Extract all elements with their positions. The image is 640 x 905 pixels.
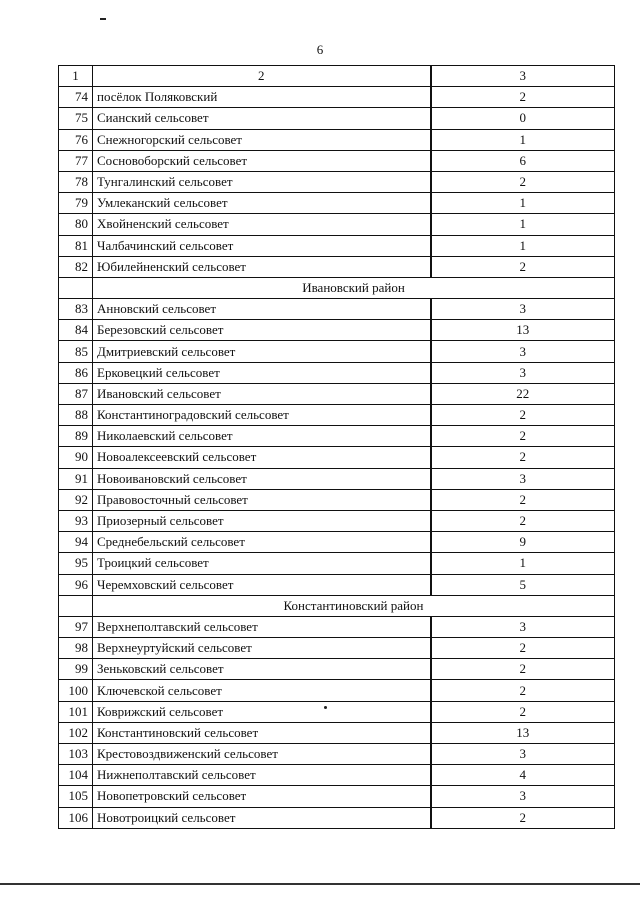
row-value: 2 [431,489,615,510]
table-row [59,765,615,786]
settlement-name: Юбилейненский сельсовет [93,256,431,277]
row-number: 84 [59,320,93,341]
row-number: 76 [59,129,93,150]
row-value: 2 [431,171,615,192]
settlement-name: Чалбачинский сельсовет [93,235,431,256]
table-row [59,722,615,743]
row-number: 98 [59,638,93,659]
header-col-3: 3 [431,66,615,87]
row-number: 81 [59,235,93,256]
table-row [59,108,615,129]
row-number: 106 [59,807,93,828]
settlement-name: Ключевской сельсовет [93,680,431,701]
table-row [59,362,615,383]
table-row [59,680,615,701]
row-number: 102 [59,722,93,743]
row-number: 79 [59,193,93,214]
settlement-name: Хвойненский сельсовет [93,214,431,235]
row-value: 3 [431,786,615,807]
row-value: 3 [431,744,615,765]
settlement-name: Сианский сельсовет [93,108,431,129]
row-value: 2 [431,659,615,680]
table-row [59,320,615,341]
row-value: 3 [431,616,615,637]
table-row [59,638,615,659]
table-row [59,574,615,595]
table-row [59,616,615,637]
row-number: 82 [59,256,93,277]
row-value: 2 [431,87,615,108]
settlement-name: Новоивановский сельсовет [93,468,431,489]
row-value: 1 [431,129,615,150]
table-row [59,701,615,722]
row-number: 93 [59,510,93,531]
row-number: 87 [59,383,93,404]
settlement-name: Анновский сельсовет [93,299,431,320]
row-number: 100 [59,680,93,701]
row-value: 2 [431,638,615,659]
table-row [59,532,615,553]
row-number: 96 [59,574,93,595]
header-col-1: 1 [59,66,93,87]
row-number: 97 [59,616,93,637]
section-title: Ивановский район [93,277,615,298]
settlement-name: Верхнеполтавский сельсовет [93,616,431,637]
settlement-name: Троицкий сельсовет [93,553,431,574]
row-value: 2 [431,426,615,447]
row-number: 105 [59,786,93,807]
section-blank-cell [59,595,93,616]
page-bottom-rule [0,883,640,885]
settlement-name: Нижнеполтавский сельсовет [93,765,431,786]
row-value: 1 [431,235,615,256]
section-blank-cell [59,277,93,298]
row-number: 104 [59,765,93,786]
settlement-name: Дмитриевский сельсовет [93,341,431,362]
table-row [59,468,615,489]
table-row [59,341,615,362]
row-number: 94 [59,532,93,553]
table-row [59,553,615,574]
row-value: 2 [431,405,615,426]
settlement-name: Новоалексеевский сельсовет [93,447,431,468]
row-number: 77 [59,150,93,171]
table-row [59,426,615,447]
row-value: 2 [431,256,615,277]
header-col-2: 2 [93,66,431,87]
settlement-name: посёлок Поляковский [93,87,431,108]
row-value: 2 [431,510,615,531]
table-row [59,383,615,404]
row-number: 91 [59,468,93,489]
row-value: 1 [431,214,615,235]
settlement-name: Правовосточный сельсовет [93,489,431,510]
row-value: 2 [431,701,615,722]
row-number: 92 [59,489,93,510]
row-value: 3 [431,362,615,383]
row-value: 22 [431,383,615,404]
table-row [59,150,615,171]
row-number: 83 [59,299,93,320]
settlement-name: Ивановский сельсовет [93,383,431,404]
settlement-name: Новопетровский сельсовет [93,786,431,807]
row-value: 5 [431,574,615,595]
settlement-name: Ерковецкий сельсовет [93,362,431,383]
settlement-name: Константиноградовский сельсовет [93,405,431,426]
table-row [59,87,615,108]
table-row [59,299,615,320]
row-value: 2 [431,680,615,701]
scan-mark [100,18,106,20]
settlement-name: Верхнеуртуйский сельсовет [93,638,431,659]
row-value: 13 [431,722,615,743]
settlement-name: Константиновский сельсовет [93,722,431,743]
row-number: 86 [59,362,93,383]
table-row [59,744,615,765]
row-value: 0 [431,108,615,129]
row-value: 1 [431,553,615,574]
allocation-table [58,65,615,829]
settlement-name: Сосновоборский сельсовет [93,150,431,171]
row-number: 99 [59,659,93,680]
row-number: 75 [59,108,93,129]
settlement-name: Среднебельский сельсовет [93,532,431,553]
table-row [59,193,615,214]
row-number: 85 [59,341,93,362]
row-number: 78 [59,171,93,192]
table-row [59,447,615,468]
section-row [59,595,615,616]
row-number: 95 [59,553,93,574]
table-row [59,129,615,150]
settlement-name: Тунгалинский сельсовет [93,171,431,192]
table-row [59,235,615,256]
row-value: 2 [431,447,615,468]
table-row [59,214,615,235]
row-number: 88 [59,405,93,426]
table-row [59,489,615,510]
row-value: 13 [431,320,615,341]
settlement-name: Новотроицкий сельсовет [93,807,431,828]
settlement-name: Березовский сельсовет [93,320,431,341]
table-row [59,786,615,807]
settlement-name: Николаевский сельсовет [93,426,431,447]
table-row [59,171,615,192]
table-row [59,510,615,531]
settlement-name: Умлеканский сельсовет [93,193,431,214]
row-value: 2 [431,807,615,828]
settlement-name: Черемховский сельсовет [93,574,431,595]
settlement-name: Коврижский сельсовет [93,701,431,722]
table-header-row [59,66,615,87]
table-row [59,659,615,680]
settlement-name: Снежногорский сельсовет [93,129,431,150]
row-value: 3 [431,341,615,362]
row-value: 6 [431,150,615,171]
row-value: 4 [431,765,615,786]
settlement-name: Приозерный сельсовет [93,510,431,531]
row-value: 1 [431,193,615,214]
table-row [59,807,615,828]
row-value: 3 [431,299,615,320]
row-number: 80 [59,214,93,235]
page-number: 6 [316,42,324,57]
row-value: 9 [431,532,615,553]
settlement-name: Зеньковский сельсовет [93,659,431,680]
table-body [59,66,615,829]
row-number: 101 [59,701,93,722]
row-number: 90 [59,447,93,468]
row-number: 103 [59,744,93,765]
table-row [59,256,615,277]
row-number: 89 [59,426,93,447]
row-number: 74 [59,87,93,108]
section-row [59,277,615,298]
row-value: 3 [431,468,615,489]
table-row [59,405,615,426]
section-title: Константиновский район [93,595,615,616]
settlement-name: Крестовоздвиженский сельсовет [93,744,431,765]
